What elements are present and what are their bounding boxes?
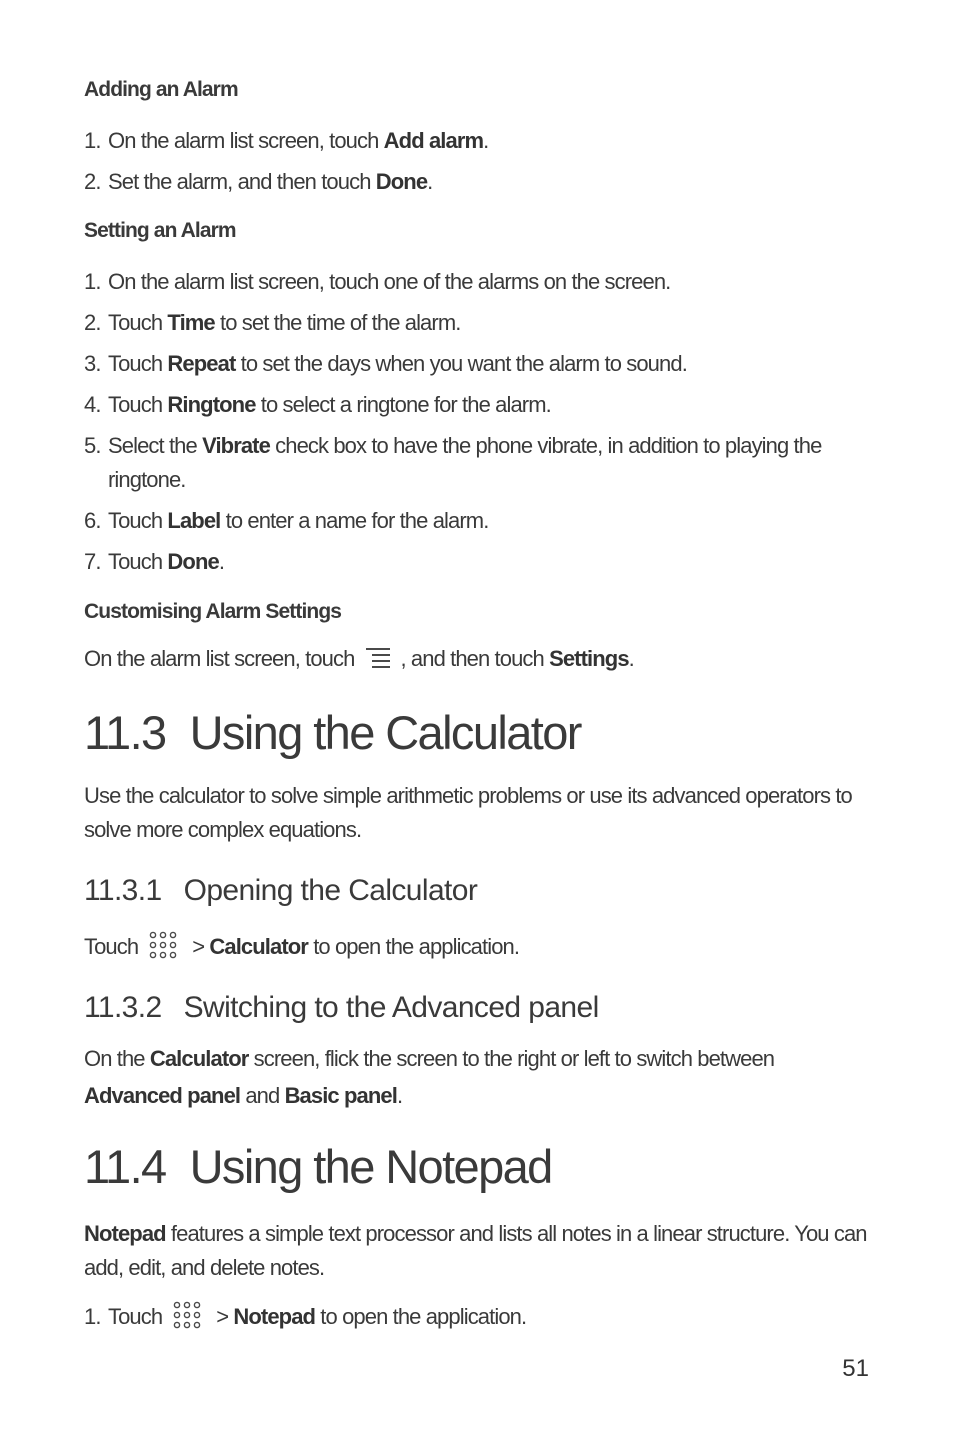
list-item — [84, 429, 888, 497]
subsection-number: 11.3.2 — [84, 991, 162, 1024]
step-text: . — [483, 128, 489, 153]
para-text: On the — [84, 1046, 150, 1071]
list-item — [84, 124, 898, 158]
notepad-intro — [84, 1217, 874, 1285]
step-bold: Done — [375, 169, 428, 194]
para-bold: Settings — [549, 646, 629, 671]
step-text: to enter a name for the alarm. — [220, 508, 489, 533]
subsection-heading-opening — [84, 871, 477, 911]
para-text: Touch — [84, 934, 139, 959]
step-text: check box to have the phone vibrate, in addition to playing the ringtone. — [108, 433, 822, 492]
subheading-adding-alarm: Adding an Alarm — [84, 78, 238, 101]
list-item — [84, 545, 898, 579]
page-number: 51 — [842, 1355, 869, 1382]
para-text: > — [192, 934, 210, 959]
list-item — [84, 504, 898, 538]
section-title: Using the Calculator — [189, 706, 581, 759]
para-text: . — [628, 646, 634, 671]
step-bold: Add alarm — [383, 128, 484, 153]
subsection-heading-switching — [84, 988, 599, 1028]
para-text: . — [396, 1083, 403, 1108]
step-text: Touch — [108, 549, 168, 574]
step-bold: Done — [167, 549, 219, 574]
step-text: . — [427, 169, 433, 194]
opening-paragraph — [84, 930, 874, 964]
step-number: 4. — [84, 392, 101, 417]
para-text: , and then touch — [400, 646, 550, 671]
subsection-number: 11.3.1 — [84, 874, 162, 907]
subheading-customising-alarm: Customising Alarm Settings — [84, 600, 342, 623]
para-bold: Calculator — [149, 1046, 249, 1071]
list-item — [84, 165, 898, 199]
apps-grid-icon — [148, 931, 182, 961]
step-text: > — [216, 1304, 234, 1329]
switching-paragraph — [84, 1040, 824, 1114]
step-text: Touch — [108, 351, 168, 376]
section-number: 11.3 — [84, 706, 166, 759]
step-text: Touch — [108, 508, 168, 533]
step-bold: Label — [167, 508, 221, 533]
step-bold: Repeat — [167, 351, 236, 376]
step-bold: Ringtone — [167, 392, 256, 417]
step-text: Touch — [108, 1304, 163, 1329]
list-item — [84, 265, 898, 299]
step-text: to set the time of the alarm. — [214, 310, 461, 335]
subheading-setting-alarm: Setting an Alarm — [84, 219, 236, 242]
step-bold: Notepad — [233, 1304, 316, 1329]
step-text: Touch — [108, 310, 168, 335]
list-item — [84, 388, 898, 422]
step-text: to open the application. — [315, 1304, 527, 1329]
section-number: 11.4 — [84, 1140, 166, 1193]
calculator-intro: Use the calculator to solve simple arithmetic problems or use its advanced operators to solve more complex equations. — [84, 783, 852, 842]
step-bold: Vibrate — [202, 433, 270, 458]
step-text: Touch — [108, 392, 168, 417]
para-text: and — [240, 1083, 285, 1108]
list-item — [84, 347, 898, 381]
apps-grid-icon — [172, 1301, 206, 1331]
para-bold: Calculator — [209, 934, 308, 959]
list-item — [84, 306, 898, 340]
para-bold: Basic panel — [284, 1083, 397, 1108]
step-text: to select a ringtone for the alarm. — [255, 392, 551, 417]
step-text: On the alarm list screen, touch — [108, 128, 384, 153]
subsection-title: Switching to the Advanced panel — [183, 991, 599, 1024]
step-number: 5. — [84, 433, 101, 458]
para-bold: Notepad — [84, 1221, 166, 1246]
step-number: 1. — [84, 1304, 101, 1329]
para-bold: Advanced panel — [84, 1083, 241, 1108]
section-heading-notepad — [84, 1139, 552, 1195]
step-number: 3. — [84, 351, 101, 376]
menu-icon — [364, 646, 394, 670]
list-item — [84, 1300, 874, 1334]
step-number: 2. — [84, 310, 101, 335]
para-text: features a simple text processor and lists all notes in a linear structure. You can add, edit, and delete notes. — [84, 1221, 867, 1280]
section-heading-calculator — [84, 705, 581, 761]
step-text: Set the alarm, and then touch — [108, 169, 376, 194]
subsection-title: Opening the Calculator — [183, 874, 478, 907]
step-text: On the alarm list screen, touch one of the alarms on the screen. — [108, 269, 671, 294]
step-number: 1. — [84, 269, 101, 294]
step-text: Select the — [108, 433, 203, 458]
para-text: screen, flick the screen to the right or left to switch between — [248, 1046, 775, 1071]
step-text: to set the days when you want the alarm to sound. — [235, 351, 687, 376]
step-number: 7. — [84, 549, 101, 574]
step-number: 6. — [84, 508, 101, 533]
para-text: On the alarm list screen, touch — [84, 646, 355, 671]
para-text: to open the application. — [307, 934, 520, 959]
section-title: Using the Notepad — [189, 1140, 552, 1193]
step-number: 2. — [84, 169, 101, 194]
step-number: 1. — [84, 128, 101, 153]
customising-paragraph — [84, 642, 874, 676]
step-bold: Time — [167, 310, 215, 335]
step-text: . — [218, 549, 225, 574]
